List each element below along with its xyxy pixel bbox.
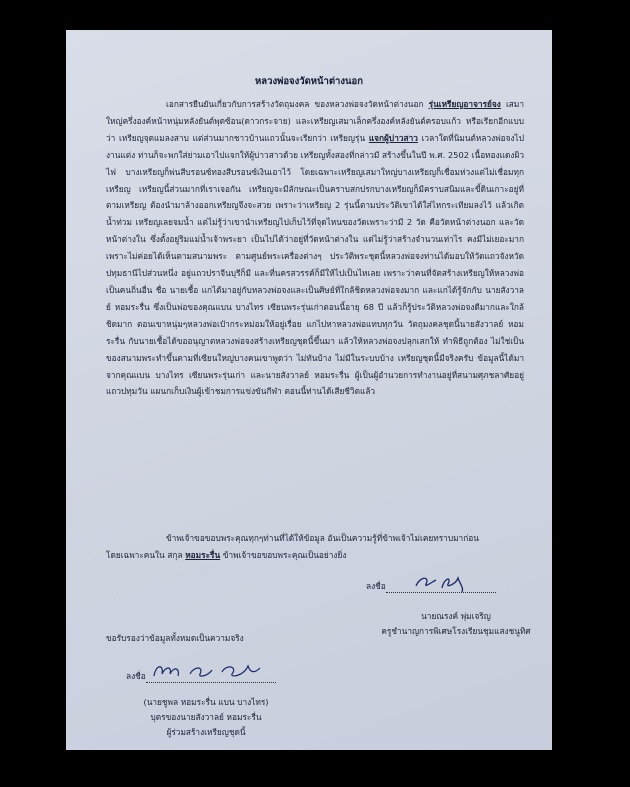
signature-field-1	[386, 570, 496, 593]
thanks-text-a: โดยเฉพาะคนใน สกุล	[106, 549, 183, 560]
sign-label-1: ลงชื่อ	[366, 581, 386, 591]
handwritten-signature-2	[146, 658, 276, 682]
family-name: หอมระรื่น	[185, 549, 221, 560]
paragraph-rest: เวลาใดที่นิมนต์หลวงพ่อจงไปงานแต่ง ท่านก็จะพกใส่ย่ามเอาไปแจกให้ผู้บ่าวสาวด้วย เหรียญทั้งสองที่กล่าวมี สร้างขึ้นในปี พ.ศ. 2502 เนื้อทองแดงผิวไฟ บางเหรียญก็พ่นสีบรอนซ์ทองสีบรอนซ์เงินเอาไว้ โดยเฉพาะเหรียญเสมาใหญ่บางเหรียญก็เชื่อมห่วงแต่ไม่เชื่อมทุกเหรียญ เหรียญนี้ส่วนมากที่เราเจอกัน เหรียญจะมีลักษณะเป็นคราบสกปรกบางเหรียญก็มีคราบสนิมและขี้ดินเกาะอยู่ที่ตามเหรียญ ต้องนำมาล้างออกเหรียญจึงจะสวย เพราะว่าเหรียญ 2 รุ่นนี้ตามประวัติเขาได้ใส่ไหกระเทียมลงไว้ แล้วเกิดน้ำท่วม เหรียญเลยจมน้ำ แต่ไม่รู้ว่าเขานำเหรียญไปเก็บไว้ที่จุดไหนของวัดเพราะว่ามี 2 วัด คือวัดหน้าต่างนอก และวัดหน้าต่างใน ซึ่งตั้งอยู่ริมแม่น้ำเจ้าพระยา เป็นไปได้ว่าอยู่ที่วัดหน้าต่างใน แต่ไม่รู้ว่าสร้างจำนวนเท่าไร คงมีไม่เยอะมากเพราะไม่ค่อยได้เห็นตามสนามพระ ตามศูนย์พระเครื่องต่างๆ ประวัติพระชุดนี้หลวงพ่อจงท่านได้มอบให้วัดแถวจังหวัดปทุมธานีไปส่วนหนึ่ง อยู่แถวปราจีนบุรีก็มี และที่นครสวรรค์ก็มีให้ไปเป็นไหเลย เพราะว่าคนที่จัดสร้างเหรียญให้หลวงพ่อเป็นคนถิ่นอื่น ชื่อ นายเชื้อ แกได้มาอยู่กับหลวงพ่อจงและเป็นศิษย์ที่ใกล้ชิดหลวงพ่อจงมาก และแกได้รู้จักกับ นายสังวาลย์ หอมระรื่น ซึ่งเป็นพ่อของคุณแบน บางไทร เซียนพระรุ่นเก่าตอนนี้อายุ 68 ปี แล้วก็รู้ประวัติหลวงพ่อจงดีมากและใกล้ชิดมาก ตอนเขาหนุ่มๆหลวงพ่อเป๋ากระหม่อมให้อยู่เรื่อย แกไปหาหลวงพ่อแทบทุกวัน วัตถุมงคลชุดนี้นายสังวาลย์ หอมระรื่น กับนายเชื้อได้ขออนุญาตหลวงพ่อจงสร้างเหรียญชุดนี้ขึ้นมา แล้วให้หลวงพ่อจงปลุกเสกให้ ทำพิธีถูกต้อง ไม่ใช่เป็นของสนามพระทำขึ้นตามที่เซียนใหญ่บางคนเขาพูดว่า ไม่ทันบ้าง ไม่มีในระบบบ้าง เหรียญชุดนี้มีจริงครับ ข้อมูลนี้ได้มาจากคุณแบน บางไทร เซียนพระรุ่นเก่า และนายสังวาลย์ หอมระรื่น ผู้เป็นผู้อำนวยการทำงานอยู่ที่สนามศุภชลาศัยอยู่แถวปทุมวัน แผนกเก็บเงินผู้เข้าชมการแข่งขันกีฬา ตอนนี้ท่านได้เสียชีวิตแล้ว	[106, 132, 524, 397]
body-paragraph	[106, 96, 524, 400]
signer-2-role-2: ผู้ร่วมสร้างเหรียญชุดนี้	[166, 727, 246, 737]
thanks-text-c: ข้าพเจ้าขอขอบพระคุณเป็นอย่างยิ่ง	[220, 549, 347, 560]
generation-name-1: รุ่นเหรียญอาจารย์จง	[428, 99, 501, 109]
signer-2-name: (นายชูพล หอมระรื่น แบน บางไทร)	[143, 697, 269, 707]
signer-1-name: นายณรงค์ พุ่มเจริญ	[421, 611, 491, 621]
signer-2-role-1: บุตรของนายสังวาลย์ หอมระรื่น	[150, 712, 262, 722]
thanks-line-1: ข้าพเจ้าขอขอบพระคุณทุกๆท่านที่ได้ให้ข้อมูล อันเป็นความรู้ที่ข้าพเจ้าไม่เคยทราบมาก่อน	[166, 533, 479, 543]
document-page	[66, 30, 552, 750]
sign-label-2: ลงชื่อ	[126, 671, 146, 681]
certification-statement: ขอรับรองว่าข้อมูลทั้งหมดเป็นความจริง	[106, 633, 244, 643]
thanks-section	[106, 530, 524, 564]
thanks-line-2	[106, 547, 524, 564]
signer-2-details	[96, 695, 316, 740]
generation-name-2: แจกผู้บ่าวสาว	[368, 132, 418, 143]
signature-block-2	[126, 658, 346, 683]
signature-field-2	[146, 658, 276, 683]
document-title: หลวงพ่อจงวัดหน้าต่างนอก	[255, 76, 363, 87]
signature-line-1	[366, 570, 536, 593]
signer-1-title: ครูชำนาญการพิเศษโรงเรียนชุมแสงชนูทิศ	[381, 626, 531, 636]
signature-line-2	[126, 658, 346, 683]
paragraph-mid: เสมาใหญ่ครึ่งองค์หน้าหนุ่มหลังยันต์พุดซ้อน(ดาวกระจาย) และเหรียญเสมาเล็กครึ่งองค์หลังยันต์ครอบแก้ว หรือเรียกอีกแบบว่า เหรียญจุดแมลงสาบ แต่ส่วนมากชาวบ้านแถวนั้นจะเรียกว่า เหรียญรุ่น	[106, 99, 524, 143]
handwritten-signature-1	[386, 570, 496, 594]
signer-1-details	[366, 609, 546, 639]
document-body	[106, 96, 524, 400]
paragraph-start: เอกสารยืนยันเกี่ยวกับการสร้างวัตถุมงคล ของหลวงพ่อจงวัดหน้าต่างนอก	[166, 99, 424, 109]
signature-block-1	[366, 570, 536, 593]
